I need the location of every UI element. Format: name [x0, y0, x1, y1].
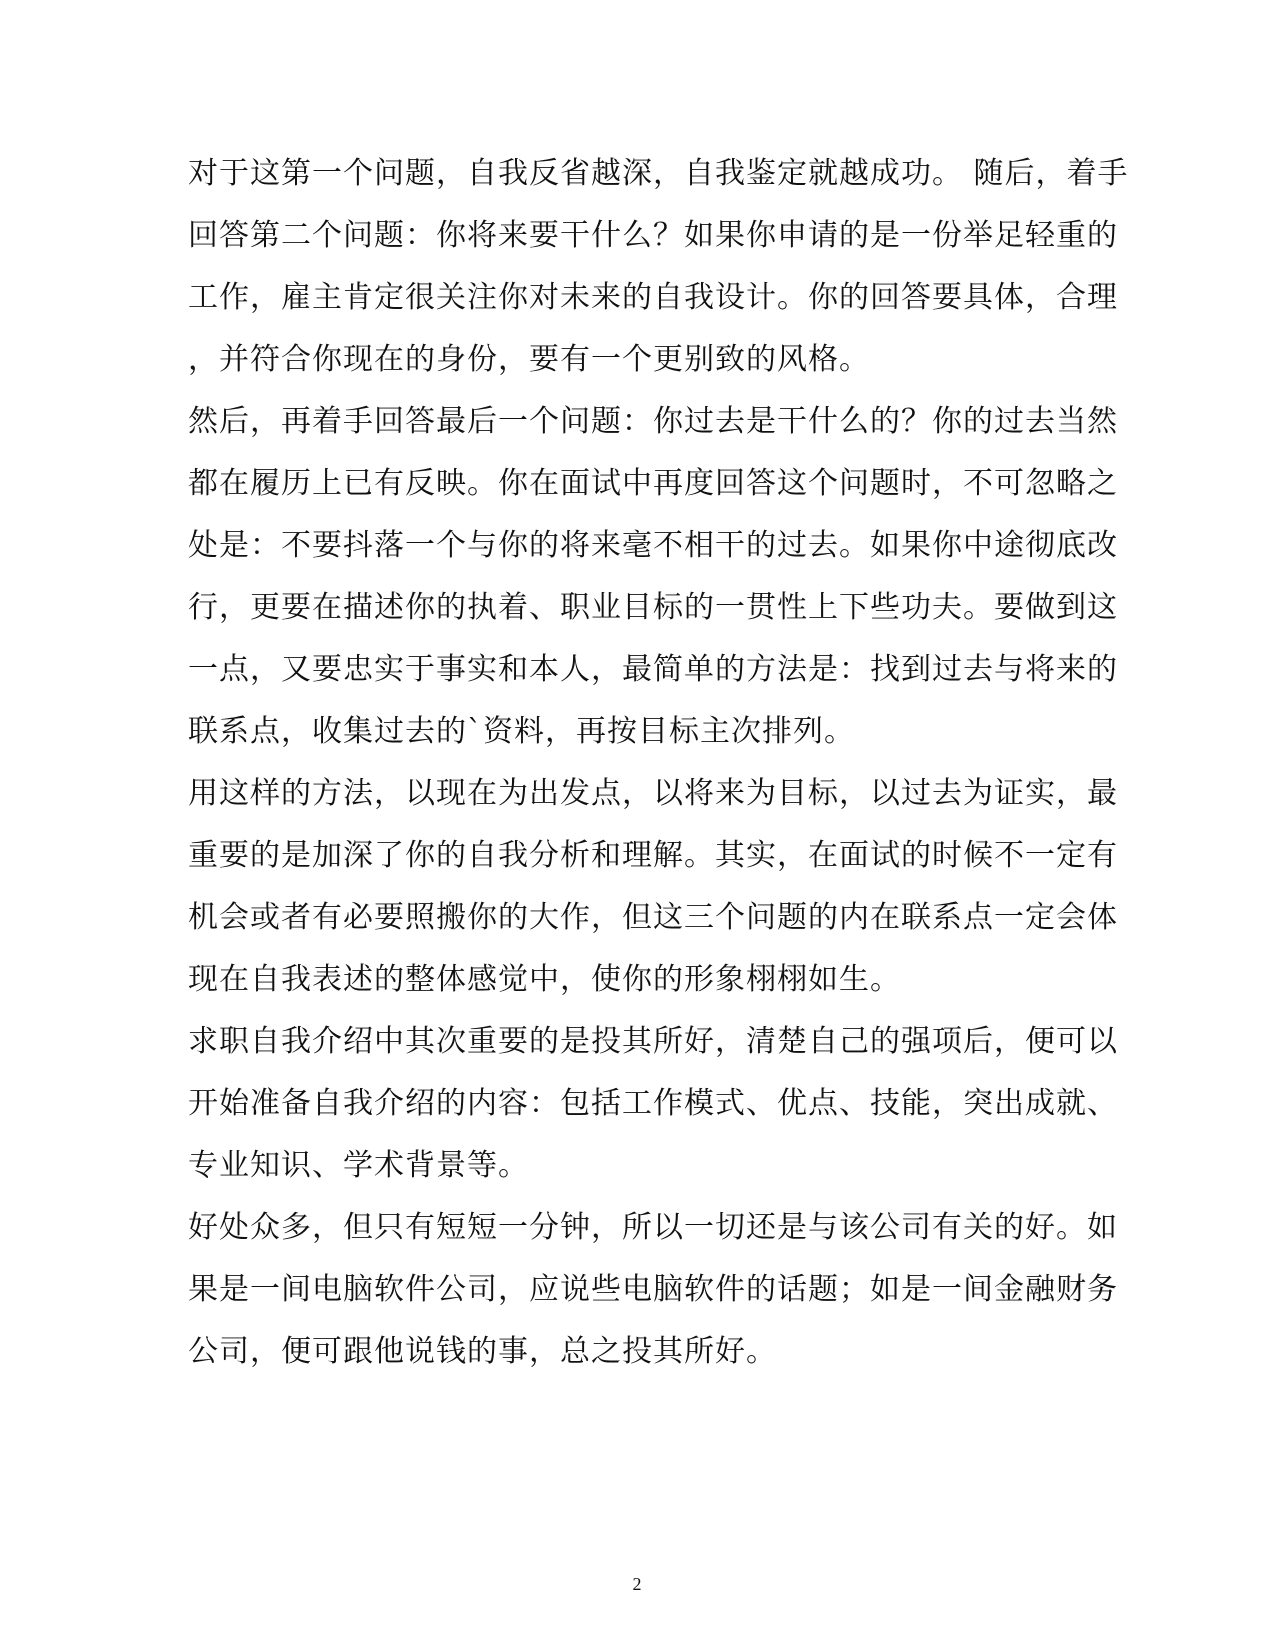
- text-line: 公司，便可跟他说钱的事，总之投其所好。: [188, 1334, 777, 1369]
- text-line: 现在自我表述的整体感觉中，使你的形象栩栩如生。: [188, 962, 901, 997]
- text-line: 处是：不要抖落一个与你的将来毫不相干的过去。如果你中途彻底改: [188, 528, 1118, 563]
- text-line: 果是一间电脑软件公司，应说些电脑软件的话题；如是一间金融财务: [188, 1272, 1118, 1307]
- text-line: 都在履历上已有反映。你在面试中再度回答这个问题时，不可忽略之: [188, 466, 1118, 501]
- text-line: 求职自我介绍中其次重要的是投其所好，清楚自己的强项后，便可以: [188, 1024, 1118, 1059]
- text-line: 然后，再着手回答最后一个问题：你过去是干什么的？你的过去当然: [188, 404, 1118, 439]
- text-line: 好处众多，但只有短短一分钟，所以一切还是与该公司有关的好。如: [188, 1210, 1118, 1245]
- text-line: ，并符合你现在的身份，要有一个更别致的风格。: [188, 342, 870, 377]
- text-line: 重要的是加深了你的自我分析和理解。其实，在面试的时候不一定有: [188, 838, 1118, 873]
- text-line: 开始准备自我介绍的内容：包括工作模式、优点、技能，突出成就、: [188, 1086, 1118, 1121]
- text-line: 用这样的方法，以现在为出发点，以将来为目标，以过去为证实，最: [188, 776, 1118, 811]
- page-number: 2: [632, 1574, 642, 1594]
- text-line: 工作，雇主肯定很关注你对未来的自我设计。你的回答要具体，合理: [188, 280, 1118, 315]
- text-line: 一点，又要忠实于事实和本人，最简单的方法是：找到过去与将来的: [188, 652, 1118, 687]
- text-line: 回答第二个问题：你将来要干什么？如果你申请的是一份举足轻重的: [188, 218, 1118, 253]
- text-line: 对于这第一个问题，自我反省越深，自我鉴定就越成功。 随后，着手: [188, 156, 1129, 191]
- text-line: 机会或者有必要照搬你的大作，但这三个问题的内在联系点一定会体: [188, 900, 1118, 935]
- text-line: 专业知识、学术背景等。: [188, 1148, 529, 1183]
- text-line: 联系点，收集过去的`资料，再按目标主次排列。: [188, 714, 855, 749]
- text-line: 行，更要在描述你的执着、职业目标的一贯性上下些功夫。要做到这: [188, 590, 1118, 625]
